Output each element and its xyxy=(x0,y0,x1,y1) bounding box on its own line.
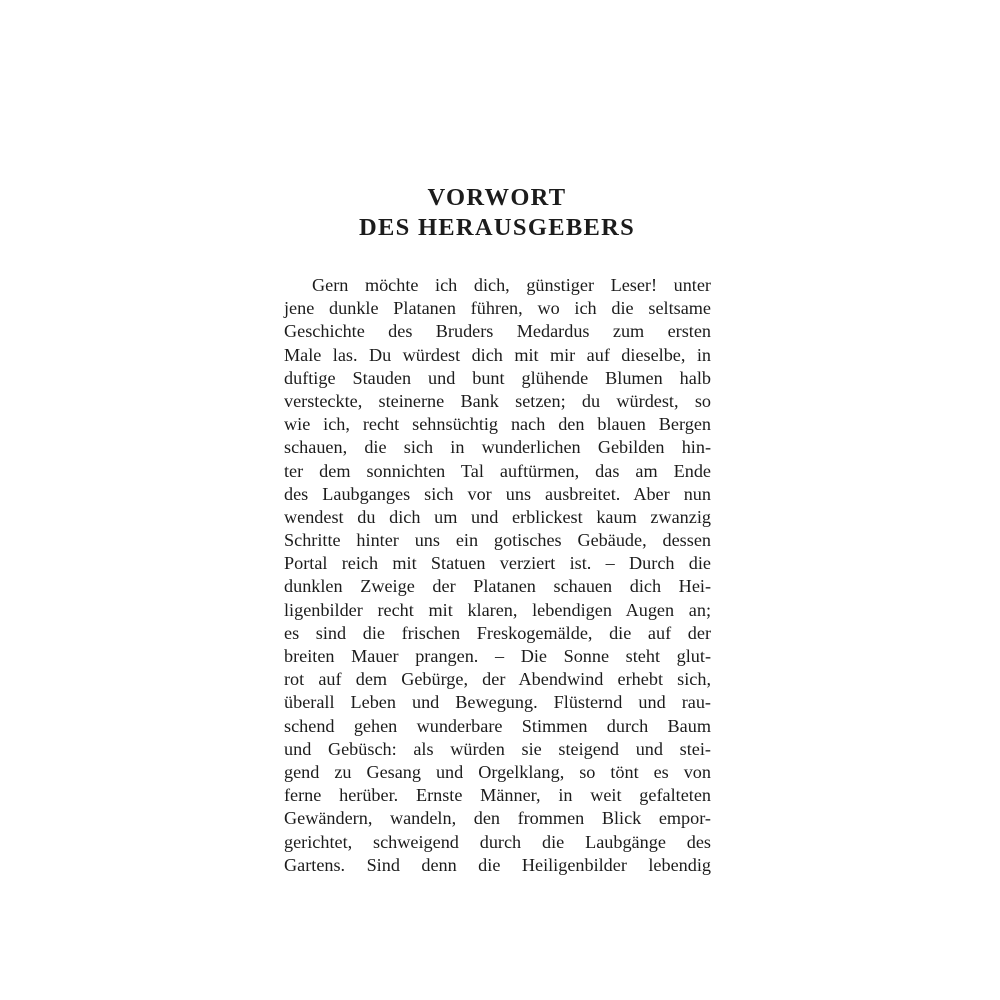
body-paragraph xyxy=(284,274,711,877)
chapter-title-line-1: VORWORT xyxy=(427,184,567,211)
text-line: und Gebüsch: als würden sie steigend und stei- xyxy=(284,738,711,759)
text-line: es sind die frischen Freskogemälde, die auf der xyxy=(284,622,711,643)
text-line: dunklen Zweige der Platanen schauen dich Hei- xyxy=(284,576,711,597)
chapter-title-line-2: DES HERAUSGEBERS xyxy=(358,214,636,241)
text-line: jene dunkle Platanen führen, wo ich die seltsame xyxy=(284,298,711,319)
text-line: versteckte, steinerne Bank setzen; du würdest, so xyxy=(284,390,711,411)
text-line: Schritte hinter uns ein gotisches Gebäude, dessen xyxy=(284,530,711,551)
text-line: überall Leben und Bewegung. Flüsternd und rau- xyxy=(284,692,711,713)
text-line: Geschichte des Bruders Medardus zum ersten xyxy=(284,321,711,342)
text-line: Gartens. Sind denn die Heiligenbilder lebendig xyxy=(284,854,711,875)
text-line: Portal reich mit Statuen verziert ist. – Durch die xyxy=(284,553,711,574)
text-line: Gern möchte ich dich, günstiger Leser! unter xyxy=(312,275,711,295)
text-line: ter dem sonnichten Tal auftürmen, das am Ende xyxy=(284,460,711,481)
text-line: duftige Stauden und bunt glühende Blumen halb xyxy=(284,367,711,388)
text-line: breiten Mauer prangen. – Die Sonne steht glut- xyxy=(284,646,711,666)
text-line: ligenbilder recht mit klaren, lebendigen Augen an; xyxy=(284,599,711,620)
text-line: gend zu Gesang und Orgelklang, so tönt es von xyxy=(284,761,711,782)
chapter-title xyxy=(300,183,694,243)
text-line: Gewändern, wandeln, den frommen Blick empor- xyxy=(284,808,711,829)
text-line: des Laubganges sich vor uns ausbreitet. Aber nun xyxy=(284,483,711,504)
text-line: Male las. Du würdest dich mit mir auf dieselbe, in xyxy=(284,344,711,365)
text-line: gerichtet, schweigend durch die Laubgänge des xyxy=(284,831,711,852)
text-line: rot auf dem Gebürge, der Abendwind erhebt sich, xyxy=(284,669,711,690)
text-line: ferne herüber. Ernste Männer, in weit gefalteten xyxy=(284,785,711,806)
text-line: wendest du dich um und erblickest kaum zwanzig xyxy=(284,506,711,527)
text-line: schauen, die sich in wunderlichen Gebilden hin- xyxy=(284,437,711,458)
text-line: wie ich, recht sehnsüchtig nach den blauen Bergen xyxy=(284,414,711,435)
text-line: schend gehen wunderbare Stimmen durch Baum xyxy=(284,715,711,736)
